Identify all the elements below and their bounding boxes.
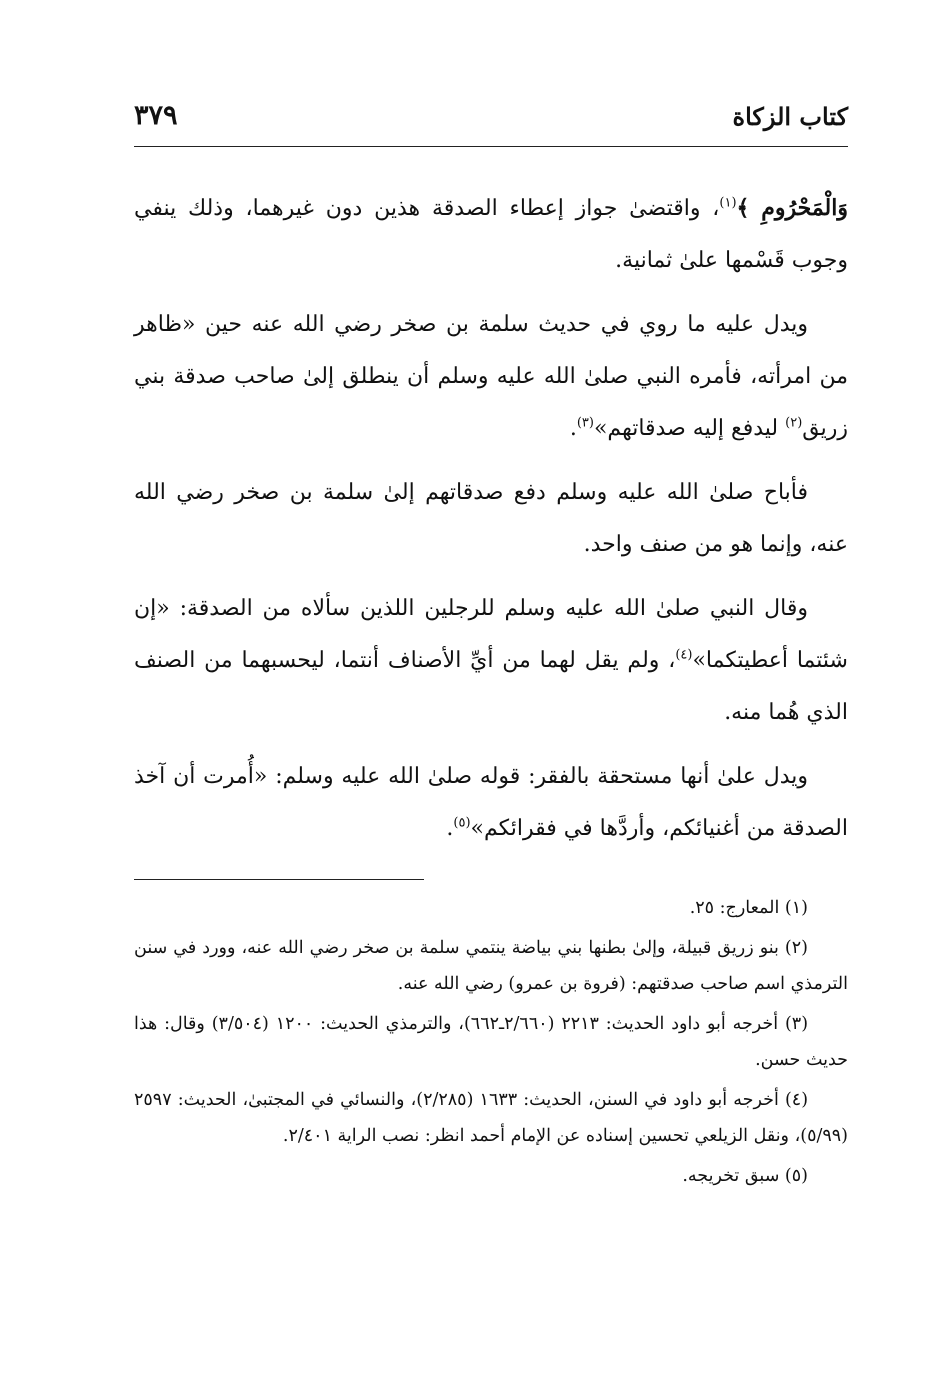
page-header <box>134 98 848 142</box>
quran-quote: وَالْمَحْرُومِ <box>761 195 848 221</box>
footnote-ref-5[interactable]: (٥) <box>453 815 471 831</box>
book-page <box>134 98 848 1198</box>
paragraph-2-end: . <box>569 416 577 441</box>
paragraph-5-end: . <box>446 816 454 841</box>
paragraph-3: فأباح صلىٰ الله عليه وسلم دفع صدقاتهم إلىٰ سلمة بن صخر رضي الله عنه، وإنما هو من صنف واحد. <box>134 480 848 557</box>
quran-bracket: ﴾ <box>736 195 750 221</box>
paragraph-5 <box>134 751 848 855</box>
footnote-separator <box>134 879 424 880</box>
footnote-5: (٥) سبق تخريجه. <box>682 1166 808 1186</box>
paragraph-4-text: وقال النبي صلىٰ الله عليه وسلم للرجلين اللذين سألاه من الصدقة: «إن شئتما أعطيتكما» <box>134 596 848 673</box>
footnote-ref-3[interactable]: (٣) <box>576 415 594 431</box>
page-number: ٣٧٩ <box>134 100 178 131</box>
footnote-2: (٢) بنو زريق قبيلة، وإلىٰ بطنها بني بياضة ينتمي سلمة بن صخر رضي الله عنه، وورد في سنن الترمذي اسم صاحب صدقتهم: (فروة بن عمرو) رضي الله عنه. <box>134 938 848 994</box>
paragraph-1-text: ، واقتضىٰ جواز إعطاء الصدقة هذين دون غيرهما، وذلك ينفي وجوب قَسْمها علىٰ ثمانية. <box>134 196 848 273</box>
paragraph-1 <box>134 182 848 287</box>
paragraph-2-text-cont: ليدفع إليه صدقاتهم» <box>593 416 786 441</box>
paragraph-4 <box>134 583 848 739</box>
paragraph-2 <box>134 299 848 455</box>
body-text <box>134 182 848 855</box>
running-title: كتاب الزكاة <box>732 102 848 131</box>
footnote-ref-1[interactable]: (١) <box>719 195 737 211</box>
footnote-ref-4[interactable]: (٤) <box>675 647 693 663</box>
paragraph-4-text-cont: ، ولم يقل لهما من أيِّ الأصناف أنتما، ليحسبهما من الصنف الذي هُما منه. <box>134 648 848 725</box>
paragraph-2-text: ويدل عليه ما روي في حديث سلمة بن صخر رضي الله عنه حين «ظاهر من امرأته، فأمره النبي صلىٰ الله عليه وسلم أن ينطلق إلىٰ صاحب صدقة بني زريق <box>134 312 848 441</box>
header-rule <box>134 146 848 147</box>
footnote-4: (٤) أخرجه أبو داود في السنن، الحديث: ١٦٣٣ (٢/٢٨٥)، والنسائي في المجتبىٰ، الحديث: ٢٥٩٧ (٥/٩٩)، ونقل الزيلعي تحسين إسناده عن الإمام أحمد انظر: نصب الراية ٢/٤٠١. <box>134 1090 848 1146</box>
paragraph-5-text: ويدل علىٰ أنها مستحقة بالفقر: قوله صلىٰ الله عليه وسلم: «أُمرت أن آخذ الصدقة من أغنيائكم، وأردَّها في فقرائكم» <box>134 764 848 841</box>
footnote-ref-2[interactable]: (٢) <box>785 415 803 431</box>
footnotes <box>134 890 848 1194</box>
footnote-3: (٣) أخرجه أبو داود الحديث: ٢٢١٣ (٢/٦٦٠ـ٦٦٢)، والترمذي الحديث: ١٢٠٠ (٣/٥٠٤) وقال: هذا حديث حسن. <box>134 1014 848 1070</box>
footnote-1: (١) المعارج: ٢٥. <box>689 898 808 918</box>
